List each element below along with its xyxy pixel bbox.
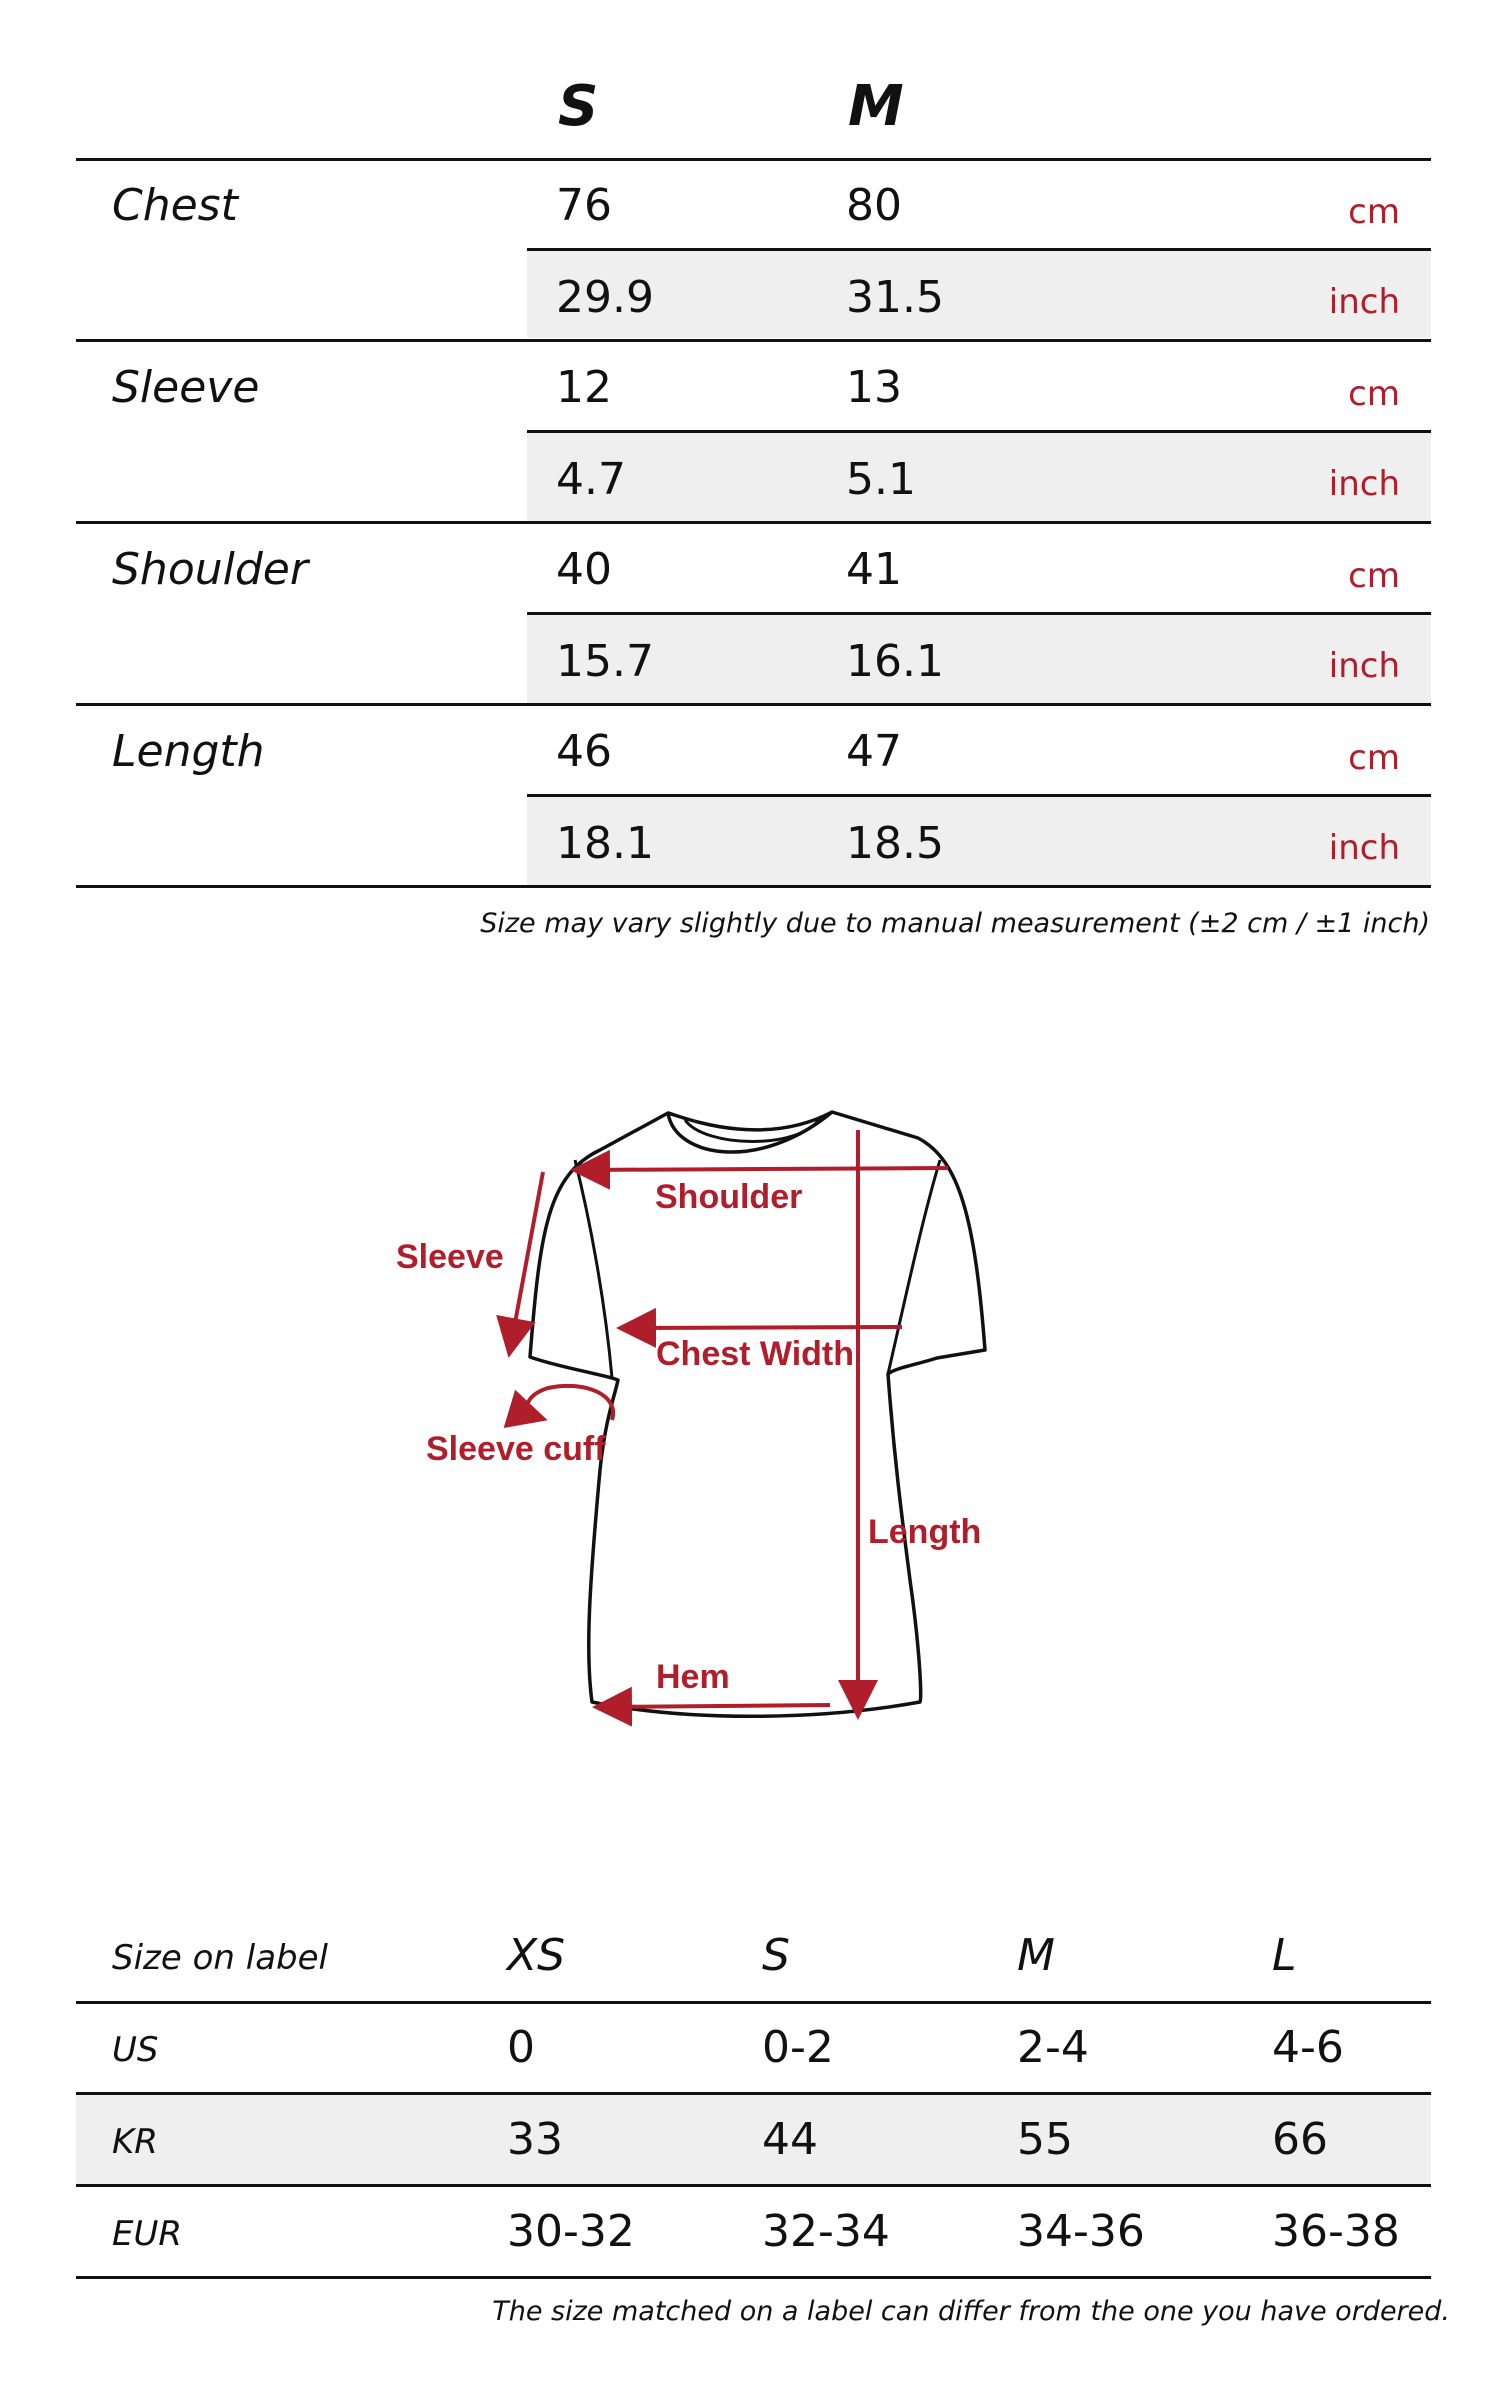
conversion-note: The size matched on a label can differ from the one you have ordered.: [492, 2296, 1450, 2327]
unit-cm: cm: [1348, 738, 1400, 778]
sleeve-inch-m: 5.1: [846, 454, 916, 505]
kr-s: 44: [762, 2114, 818, 2165]
shoulder-arrow: [578, 1168, 948, 1170]
region-eur: EUR: [112, 2214, 182, 2254]
size-on-label-header: Size on label: [112, 1938, 328, 1978]
conv-bottom-rule: [76, 2276, 1431, 2279]
length-cm-m: 47: [846, 726, 902, 777]
sleeve-inch-s: 4.7: [556, 454, 626, 505]
chest-cm-s: 76: [556, 180, 612, 231]
shoulder-cm-m: 41: [846, 544, 902, 595]
length-cm-s: 46: [556, 726, 612, 777]
unit-cm: cm: [1348, 192, 1400, 232]
label-sleeve-cuff: Sleeve cuff: [426, 1430, 606, 1468]
row-label-chest: Chest: [112, 180, 238, 231]
row-label-shoulder: Shoulder: [112, 544, 308, 595]
sleeve-cm-s: 12: [556, 362, 612, 413]
hem-arrow: [600, 1705, 830, 1707]
size-header-s: S: [558, 74, 599, 139]
kr-l: 66: [1272, 2114, 1328, 2165]
size-header-m: M: [848, 74, 904, 139]
chest-cm-m: 80: [846, 180, 902, 231]
unit-cm: cm: [1348, 556, 1400, 596]
measurement-note: Size may vary slightly due to manual measurement (±2 cm / ±1 inch): [480, 908, 1430, 939]
kr-m: 55: [1017, 2114, 1073, 2165]
eur-l: 36-38: [1272, 2206, 1400, 2257]
shoulder-cm-s: 40: [556, 544, 612, 595]
label-length: Length: [868, 1513, 982, 1551]
unit-inch: inch: [1328, 646, 1400, 686]
label-sleeve: Sleeve: [396, 1238, 504, 1276]
kr-xs: 33: [507, 2114, 563, 2165]
label-chest-width: Chest Width: [656, 1335, 855, 1373]
chest-inch-s: 29.9: [556, 272, 654, 323]
eur-xs: 30-32: [507, 2206, 635, 2257]
length-inch-m: 18.5: [846, 818, 944, 869]
us-s: 0-2: [762, 2022, 834, 2073]
length-inch-s: 18.1: [556, 818, 654, 869]
row-band-kr: [76, 2094, 1431, 2184]
shoulder-inch-m: 16.1: [846, 636, 944, 687]
region-us: US: [112, 2030, 159, 2070]
region-kr: KR: [112, 2122, 158, 2162]
unit-inch: inch: [1328, 282, 1400, 322]
tshirt-collar: [668, 1112, 832, 1152]
label-shoulder: Shoulder: [655, 1178, 803, 1216]
conv-header-l: L: [1272, 1930, 1297, 1981]
row-label-length: Length: [112, 726, 265, 777]
eur-m: 34-36: [1017, 2206, 1145, 2257]
conv-header-xs: XS: [507, 1930, 566, 1981]
eur-s: 32-34: [762, 2206, 890, 2257]
sleeve-cuff-arrow: [528, 1386, 614, 1420]
left-sleeve-seam: [575, 1160, 612, 1378]
shoulder-inch-s: 15.7: [556, 636, 654, 687]
row-label-sleeve: Sleeve: [112, 362, 260, 413]
conv-header-m: M: [1017, 1930, 1055, 1981]
conv-rule: [76, 2092, 1431, 2095]
unit-inch: inch: [1328, 464, 1400, 504]
sleeve-cm-m: 13: [846, 362, 902, 413]
us-m: 2-4: [1017, 2022, 1089, 2073]
us-l: 4-6: [1272, 2022, 1344, 2073]
us-xs: 0: [507, 2022, 535, 2073]
right-sleeve-seam: [888, 1160, 940, 1374]
conv-top-rule: [76, 2001, 1431, 2004]
chest-width-arrow: [624, 1327, 902, 1328]
chest-inch-m: 31.5: [846, 272, 944, 323]
unit-cm: cm: [1348, 374, 1400, 414]
unit-inch: inch: [1328, 828, 1400, 868]
conv-header-s: S: [762, 1930, 790, 1981]
label-hem: Hem: [656, 1658, 730, 1696]
conv-rule: [76, 2184, 1431, 2187]
